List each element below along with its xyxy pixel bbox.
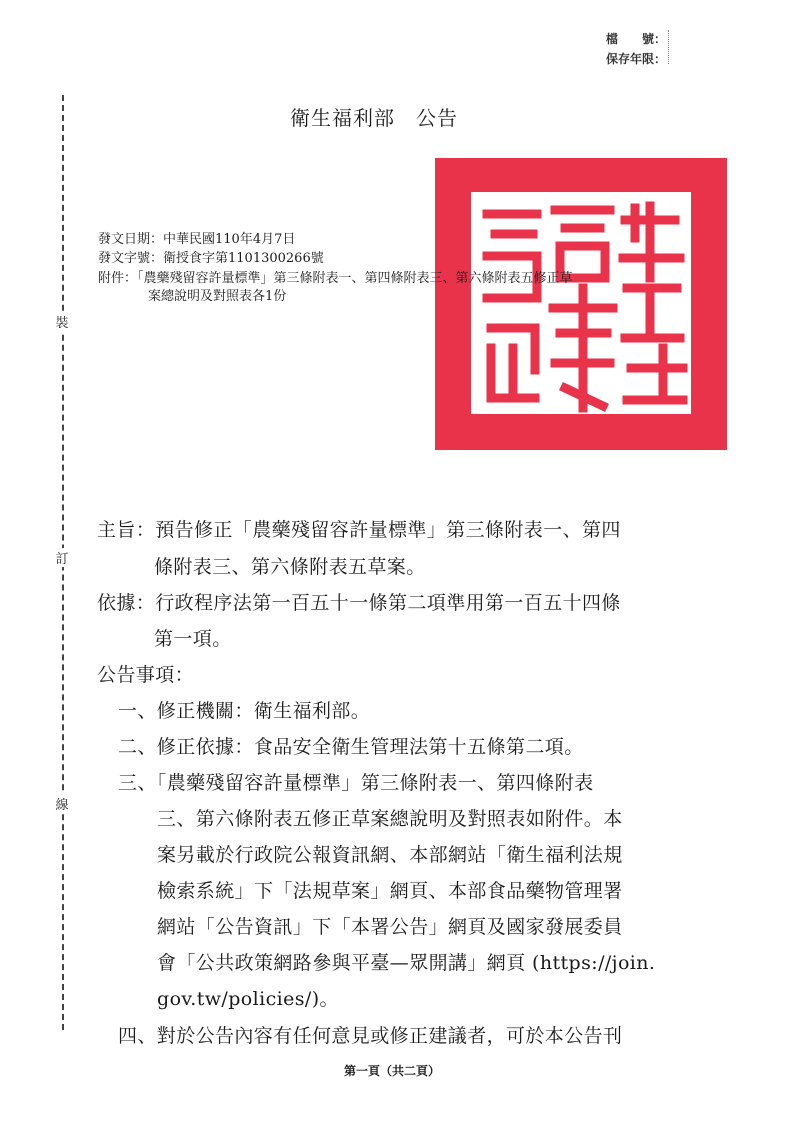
item-3-line-1: 三、「農藥殘留容許量標準」第三條附表一、第四條附表 [118, 772, 594, 794]
item-1: 一、修正機關：衛生福利部。 [118, 700, 371, 722]
item-3-line-2: 三、第六條附表五修正草案總說明及對照表如附件。本 [157, 808, 623, 830]
item-3-line-6: 會「公共政策網路參與平臺—眾開講」網頁 (https://join. [157, 952, 656, 974]
item-3-line-4: 檢索系統」下「法規草案」網頁、本部食品藥物管理署 [157, 880, 623, 902]
items-heading: 公告事項： [97, 664, 195, 686]
item-2: 二、修正依據：食品安全衛生管理法第十五條第二項。 [118, 736, 584, 758]
attachment-line-2: 案總說明及對照表各1份 [148, 289, 287, 304]
page-title: 衛生福利部 公告 [290, 106, 458, 130]
page-number: 第一頁（共二頁） [344, 1064, 441, 1078]
file-number-label: 檔 號： [606, 32, 667, 46]
subject-line-2: 條附表三、第六條附表五草案。 [154, 556, 426, 578]
file-info-rule [668, 30, 669, 64]
issue-date: 發文日期：中華民國110年4月7日 [98, 232, 296, 247]
subject-line-1: 主旨：預告修正「農藥殘留容許量標準」第三條附表一、第四 [97, 519, 621, 541]
attachment-line-1: 附件：「農藥殘留容許量標準」第三條附表一、第四條附表三、第六條附表五修正草 [98, 271, 573, 286]
document-number: 發文字號：衛授食字第1101300266號 [98, 251, 324, 266]
basis-line-1: 依據：行政程序法第一百五十一條第二項準用第一百五十四條 [97, 592, 621, 614]
item-3-line-5: 網站「公告資訊」下「本署公告」網頁及國家發展委員 [157, 916, 623, 938]
binding-mark-xian: 線 [54, 794, 70, 813]
binding-mark-zhuang: 裝 [54, 312, 70, 331]
binding-mark-ding: 訂 [54, 548, 70, 567]
seal-glyphs [435, 158, 727, 450]
item-3-line-3: 案另載於行政院公報資訊網、本部網站「衛生福利法規 [157, 844, 623, 866]
retention-label: 保存年限： [606, 52, 667, 66]
official-seal [435, 158, 727, 450]
item-3-line-7: gov.tw/policies/)。 [157, 988, 339, 1010]
basis-line-2: 第一項。 [154, 628, 232, 650]
item-4-line-1: 四、對於公告內容有任何意見或修正建議者，可於本公告刊 [118, 1025, 623, 1047]
